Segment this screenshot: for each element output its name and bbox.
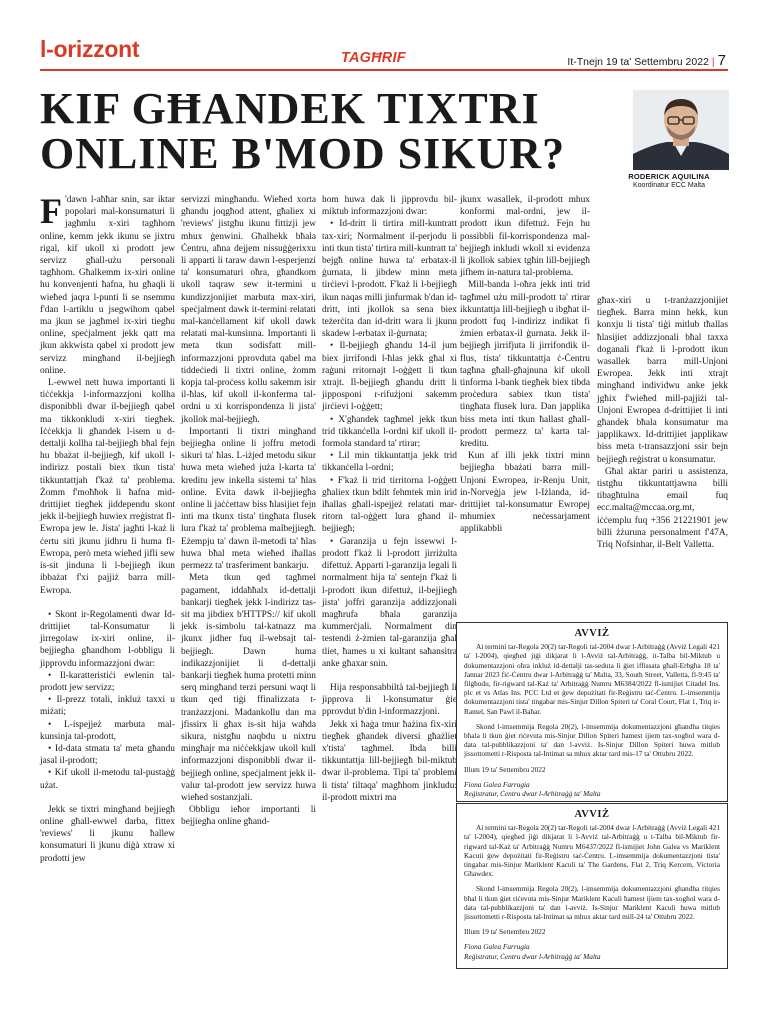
bullet-item: • Id-data stmata ta' meta għandu jasal il-prodott; — [40, 743, 175, 767]
newspaper-logo: l-orizzont — [40, 36, 140, 62]
notice-body: Ai termini tar-Regola 20(2) tar-Regoli tal-2004 dwar l-Arbitraġġ (Avviż Legali 421 ta' l-2004), qiegħed jiġi dikjarat li l-Avviż tal-Arbitraġġ u t-Talba bil-Miktub fir-rigward tal-Każ ta' Arbitraġġ Numru M6437/2022 fl-ismijiet John Galea vs Mariklent Kacuii ġew depożitati fir-Reġistru taċ-Ċentru. L-imsemmija dokumentazzjoni tista' tingabar mis-Sinjur Mariklent Kaculi ta' The Gardens, Flat 2, Triq Kercem, Victoria Għawdex. — [464, 823, 720, 879]
article-column-3 — [322, 194, 457, 804]
divider: | — [711, 56, 715, 68]
notice-body: Ai termini tar-Regola 20(2) tar-Regoli tal-2004 dwar l-Arbitraġġ (Avviż Legali 421 ta' l-2004), qiegħed jiġi dikjarat li l-Avviż tal-Arbitraġġ, it-Talba bil-Miktub u dokumentazzjoni oħra inkluż id-dettalji tas-seduta li ġiet iffissata għall-Erbgħa 18 ta' Jannar 2023 fiċ-Ċentru dwar l-Arbitraġġ ta' Malta, 33, South Street, Valletta, fl-9:45 ta' filgħodu, fir-rigward tal-Każ ta' Arbitraġġ Numru M6384/2022 fl-ismijiet Citadel Ins. plc et vs Atlas Ins. PCC Ltd et ġew depożitati fir-Reġistru taċ-Ċentru. L-imsemmija dokumentazzjoni tista' tingabar mis-Sinjur Dillon Spiteri ta' Coral Court, Flat 1, Triq ir-Ramel, San Pawl il-Baħar. — [464, 642, 720, 716]
notice-office: Reġistratur, Ċentru dwar l-Arbitraġġ ta' Malta — [464, 951, 601, 961]
bullet-item: • Kif ukoll il-metodu tal-pustaġġ użat. — [40, 768, 175, 791]
masthead — [0, 0, 768, 74]
dateline — [567, 52, 726, 69]
author-photo — [633, 90, 729, 170]
bullet-item: • Garanzija u fejn issewwi l-prodott f'każ li l-prodott jirriżulta difettuż. Apparti l-garanzija legali li normalment hija ta' sentejn f'każ li l-prodott ikun difettuż, il-bejjiegħ jista' joffri garanzija addizzjonali magħrufa bħala garanzija kummerċjali. Normalment din testendi ż-żmien tal-garanzija għal tliet, ħames u xi kultant saħansitra anke għaxar snin. — [322, 536, 457, 669]
notice-body: Skond l-imsemmija Regola 20(2), l-imsemmija dokumentazzjoni għandha titqies bħal li tkun ġiet riċevuta mis-Sinjur Mariklent Kaculi ħamest ijiem tax-xogħol wara d-data tal-pubblikazzjoni ta' dan l-avviż. Is-Sinjur Mariklent Kaculi huwa mitlub jissottometti r-Risposta tal-Intimat sa mhux aktar tard mill-24 ta' Ottubru 2022. — [464, 884, 720, 922]
paragraph: Kun af illi jekk tixtri minn bejjiegħa bbażati barra mill-Unjoni Ewropea, ir-Renju Unit, in-Norveġja jew l-Iżlanda, id-drittijiet tal-konsumatur Ewropej mhumiex neċessarjament applikabbli — [460, 451, 590, 535]
notice-date: Illum 19 ta' Settembru 2022 — [464, 764, 546, 774]
paragraph: Importanti li tixtri mingħand bejjiegħa online li joffru metodi sikuri ta' ħlas. L-iżjed metodu sikur huwa meta wieħed juża l-karta ta' kreditu jew inkella sistemi ta' ħlas online. Evita dawk il-bejjiegħa online li jaċċettaw biss ħlasijiet fejn inti ma tkunx tista' tingħata flusek lura f'każ ta' problema malbejjiegħ. Eżempju ta' dawn il-metodi ta' ħlas huwa bħal meta wieħed iħallas permezz ta' trasferiment bankarju. — [181, 426, 316, 572]
paragraph: Jekk xi ħaġa tmur ħażina fix-xiri tiegħek għandek diversi għażliet x'tista' tagħmel. Ibda billi tikkuntattja lill-bejjiegħ bil-miktub dwar il-problema. Tipi ta' problemi li tista' tiltaqa' magħhom jinkludu: il-prodott mixtri ma — [322, 719, 457, 803]
article-column-4 — [460, 194, 590, 536]
bullet-item: • Il-prezz totali, inkluż taxxi u miżati; — [40, 695, 175, 718]
paragraph: servizzi mingħandu. Wieħed xorta għandu joqgħod attent, għaliex xi 'reviews' jistgħu ikunu fittizji jew mhux ġenwini. Għalhekk bħala Ċentru, aħna dejjem nissuġġerixxu li apparti li taraw dawn l-esperjenzi ta' konsumaturi oħra, għandkom ukoll taqraw sew it-termini u kundizzjonijiet marbuta max-xiri, speċjalment dawk it-termini relatati mal-kanċellament kif ukoll dawk relatati mal-kunsinna. Importanti li meta tkun sodisfatt mill-informazzjoni pprovduta qabel ma tiddeċiedi li tixtri online, żomm kopja tal-proċess kollu sakemm isir il-ħlas, kif ukoll il-konferma tal-ordni u xi korrispondenza li jista' jkollok mal-bejjiegħ. — [181, 195, 316, 425]
headline-line-1: KIF GĦANDEK TIXTRI — [40, 84, 540, 133]
paragraph: jkunx wasallek, il-prodott mhux konformi mal-ordni, jew il-prodott ikun difettuż. Fejn hu possibbli fil-korrispondenza mal-bejjiegħ inkludi wkoll xi evidenza li jkollok sabiex tgħin lill-bejjiegħ jifhem in-natura tal-problema. — [460, 195, 590, 279]
legal-notice-1 — [456, 622, 728, 802]
headline-line-2: ONLINE B'MOD SIKUR? — [40, 129, 566, 178]
paragraph: L-ewwel nett huwa importanti li tiċċekkja l-informazzjoni kollha disponibbli dwar il-bejjiegħ qabel ma tikkonkludi x-xiri tiegħek. Iċċekkja li għandek l-isem u d-dettalji kollha tal-bejjiegħ bħal fejn hu bbażat il-bejjiegħ, kif ukoll l-indirizz postali biex tkun tista' tikkuntattjah f'każ ta' problema. Żomm f'moħħok li ħafna mid-drittijiet tiegħek jiddependu skont jekk il-bejjiegħ huwiex rreġistrat fl-Ewropa jew le. Jista' jagħti l-każ li ċertu siti jkunu jidhru li huma fl-Ewropa, però meta wieħed jifli sew is-sit jinduna li l-bejjiegħ ikun ibbażat f'xi pajjiż barra mill-Ewropa. — [40, 378, 175, 596]
paragraph: Hija responsabbiltà tal-bejjiegħ li jipprova li l-konsumatur ġie pprovdut b'din l-informazzjoni. — [322, 682, 457, 718]
author-role: Koordinatur ECC Malta — [633, 182, 705, 189]
notice-date: Illum 19 ta' Settembru 2022 — [464, 927, 546, 937]
paragraph: Jekk se tixtri mingħand bejjiegħ online għall-ewwel darba, fittex 'reviews' li jkunu ħallew konsumaturi li jkunu diġà xtraw xi prodotti jew — [40, 804, 175, 864]
bullet-item: • Id-dritt li tirtira mill-kuntratt tax-xiri; Normalment il-perjodu li inti tkun tista' tirtira mill-kuntratt ta' bejgħ online huwa ta' erbatax-il ġurnata, li jibdew minn meta tirċievi l-prodott. F'każ li l-bejjiegħ ikun naqas milli jinfurmak b'dan id-dritt, inti jkollok sa sena biex teżerċita dan id-dritt wara li jkunu skadew l-erbatax il-ġurnata; — [322, 219, 457, 340]
paragraph: Mill-banda l-oħra jekk inti trid tagħmel użu mill-prodott ta' rtirar ikkuntattja lill-bejjiegħ u ibgħat il-prodott fuq l-indirizz indikat fi żmien erbatax-il ġurnata. Jekk il-bejjiegħ jirrifjuta li jirrifondik il-flus, tista' tikkuntattja ċ-Ċentru tagħna għall-għajnuna kif ukoll tinforma l-bank tiegħek biex tibda proċedura sabiex tkun tista' tingħata flusek lura. Dan japplika biss meta inti tkun ħallast għall-prodott permezz ta' karta tal-kreditu. — [460, 280, 590, 450]
notice-signatory: Fiona Galea Farrugia — [464, 779, 530, 789]
author-byline — [610, 172, 728, 189]
article-column-2 — [181, 194, 316, 829]
header-rule — [40, 69, 728, 71]
notice-body: Skond l-imsemmija Regola 20(2), l-imsemmija dokumentazzjoni għandha titqies bħala li tkun ġiet riċevuta mis-Sinjur Dillon Spiteri ħamest ijiem tax-xogħol wara d-data tal-pubblikazzjoni ta' dan l-avviż. Is-Sinjur Dillon Spiteri huwa mitlub jissottometti r-Risposta tal-Intimat sa mhux aktar tard mis-17 ta' Ottubru 2022. — [464, 721, 720, 759]
article-column-5 — [597, 295, 728, 551]
article-column-1 — [40, 191, 175, 865]
issue-date: It-Tnejn 19 ta' Settembru 2022 — [567, 56, 709, 68]
bullet-item: • X'għandek tagħmel jekk tkun trid tikkanċella l-ordni kif ukoll il-formola standard ta' rtirar; — [322, 414, 457, 450]
bullet-item: • Il-bejjiegħ għandu 14-il jum biex jirrifondi l-ħlas jekk għal xi raġuni rritornajt l-oġġett li tkun xtrajt. Il-bejjiegħ għandu dritt li jipposponi r-rifużjoni sakemm jirċievi l-oġġett; — [322, 341, 457, 413]
paragraph: għax-xiri u t-tranżazzjonijiet tiegħek. Barra minn hekk, kun konxju li tista' tiġi mitlub tħallas ħlasijiet addizzjonali bħal taxxa doganali f'każ li l-prodott ikun wasallek barra mill-Unjoni Ewropea. Jekk inti xtrajt mingħand individwu anke jekk jgħix f'wieħed mill-pajjiżi tal-Unjoni Ewropea d-drittijiet li inti għandek bħala konsumatur ma japplikawx. Id-drittijiet japplikaw biss meta t-transazzjoni ssir bejn bejjiegħ reġistrat u konsumatur. — [597, 296, 728, 465]
paragraph: Għal aktar pariri u assistenza, tistgħu tikkuntattjawna billi tibagħtulna email fuq ecc.malta@mccaa.org.mt, iċċemplu fuq +356 21221901 jew billi żżuruna personalment f'47A, Triq Nofsinhar, il-Belt Valletta. — [597, 466, 728, 551]
author-portrait-image — [633, 90, 729, 170]
dropcap-letter: F — [40, 191, 62, 231]
paragraph: Meta tkun qed tagħmel pagament, iddaħħalx id-dettalji bankarji tiegħek jekk l-indirizz tas-sit ma jibdiex b'HTTPS:// kif ukoll jekk is-simbolu tal-katnazz ma jkunx jidher fuq il-websajt tal-bejjiegħ. Dawn huma indikazzjonijiet li d-dettalji bankarji tiegħek huma protetti minn serq mingħand terzi persuni waqt li tkun qed tiġi ffinalizzata t-tranżazzjoni. Madankollu dan ma jfissirx li għax is-sit hija waħda sikura, nistgħu naqbdu u nixtru mingħajr ma niċċekkjaw ukoll kull informazzjoni disponibbli dwar il-bejjiegħ online, speċjalment jekk il-valur tal-prodott jew servizz huwa wieħed sostanzjali. — [181, 573, 316, 803]
article-headline — [40, 86, 600, 176]
bullet-item: • Skont ir-Regolamenti dwar Id-drittijiet tal-Konsumatur li jirregolaw ix-xiri online, il-bejjiegħa għandhom l-obbligu li jipprovdu informazzjoni dwar: — [40, 609, 175, 669]
bullet-item: • L-ispejjeż marbuta mal-kunsinja tal-prodott, — [40, 719, 175, 742]
section-label: TAGĦRIF — [341, 50, 406, 66]
paragraph: hom huwa dak li jipprovdu bil-miktub informazzjoni dwar: — [322, 195, 457, 218]
bullet-item: • F'każ li trid tirritorna l-oġġett għaliex tkun bdilt fehmtek min irid iħallas għall-ispejjeż relatati mar-ritorn tal-oġġett lura għand il-bejjiegħ; — [322, 475, 457, 535]
bullet-item: • Il-karatteristiċi ewlenin tal-prodott jew servizz; — [40, 670, 175, 693]
legal-notice-2 — [456, 803, 728, 969]
page-number: 7 — [717, 52, 726, 69]
notice-title: AVVIŻ — [574, 809, 610, 820]
notice-title: AVVIŻ — [574, 628, 610, 639]
paragraph: Obbligu ieħor importanti li bejjiegħa online għand- — [181, 805, 316, 828]
bullet-item: • Lil min tikkuntattja jekk trid tikkanċella l-ordni; — [322, 451, 457, 474]
notice-office: Reġistratur, Ċentru dwar l-Arbitraġġ ta' Malta — [464, 789, 601, 799]
notice-signatory: Fiona Galea Farrugia — [464, 942, 530, 952]
author-name: RODERICK AQUILINA — [628, 172, 710, 181]
paragraph: F 'dawn l-aħħar snin, sar iktar popolari mal-konsumaturi li jagħmlu x-xiri tagħhom online, kemm jekk ikunu se jixtru rigal, kif ukoll xi prodott jew servizz għall-użu personali tagħhom. Għalkemm ix-xiri online hu konvenjenti ħafna, hu għaqli li wieħed jaqra l-punti li se nsemmu f'dan l-artiklu u jsegwihom qabel ma jkun se jagħmel ix-xiri tiegħu online, speċjalment jekk qatt ma jkun akkwista qabel xi prodott jew servizz mingħand il-bejjiegħ online. — [40, 191, 175, 376]
